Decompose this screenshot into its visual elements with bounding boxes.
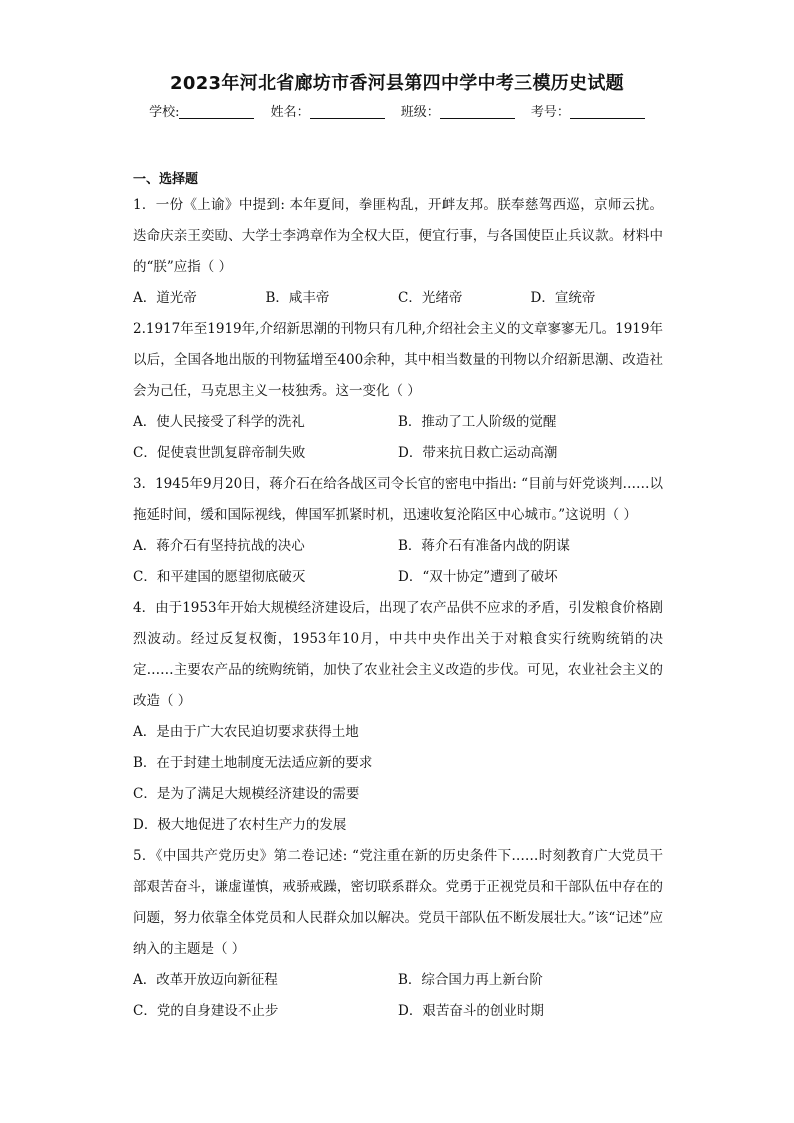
option-d[interactable]: D．“双十协定”遭到了破坏 — [398, 569, 558, 585]
question-2 — [133, 314, 663, 469]
exam-number-blank[interactable] — [570, 105, 645, 119]
student-info-row — [0, 101, 794, 120]
option-list — [133, 717, 663, 841]
option-a[interactable]: A．使人民接受了科学的洗礼 — [133, 414, 305, 430]
class-field — [401, 101, 515, 120]
exam-title: 2023年河北省廊坊市香河县第四中学中考三模历史试题 — [170, 73, 624, 94]
option-b[interactable]: B．在于封建土地制度无法适应新的要求 — [133, 755, 373, 771]
option-row — [133, 438, 663, 469]
option-c[interactable]: C．党的自身建设不止步 — [133, 1003, 279, 1019]
option-row — [133, 562, 663, 593]
option-d[interactable]: D．带来抗日救亡运动高潮 — [398, 445, 558, 461]
question-stem: 5．《中国共产党历史》第二卷记述: “党注重在新的历史条件下……时刻教育广大党员干部艰苦奋斗，谦虚谨慎，戒骄戒躁，密切联系群众。党勇于正视党员和干部队伍中存在的问题，努力依靠全体党员和人民群众加以解决。党员干部队伍不断发展壮大。”该“记述”应纳入的主题是（ ） — [133, 848, 663, 957]
school-label: 学校: — [149, 105, 180, 120]
section-heading: 一、选择题 — [133, 172, 199, 187]
option-row — [133, 531, 663, 562]
option-a[interactable]: A．蒋介石有坚持抗战的决心 — [133, 538, 305, 554]
option-c[interactable]: C．促使袁世凯复辟帝制失败 — [133, 445, 306, 461]
option-a[interactable]: A．改革开放迈向新征程 — [133, 972, 278, 988]
name-blank[interactable] — [310, 105, 385, 119]
question-stem: 4．由于1953年开始大规模经济建设后，出现了农产品供不应求的矛盾，引发粮食价格剧烈波动。经过反复权衡，1953年10月，中共中央作出关于对粮食实行统购统销的决定……主要农产品的统购统销，加快了农业社会主义改造的步伐。可见，农业社会主义的改造（ ） — [133, 600, 663, 709]
option-b[interactable]: B．咸丰帝 — [265, 290, 330, 306]
option-b[interactable]: B．推动了工人阶级的觉醒 — [398, 414, 557, 430]
option-c[interactable]: C．光绪帝 — [398, 290, 463, 306]
question-5 — [133, 841, 663, 1027]
option-b[interactable]: B．蒋介石有准备内战的阴谋 — [398, 538, 570, 554]
question-stem: 3．1945年9月20日，蒋介石在给各战区司令长官的密电中指出: “目前与奸党谈判……以拖延时间，缓和国际视线，俾国军抓紧时机，迅速收复沦陷区中心城市。”这说明（ ） — [133, 476, 663, 523]
option-a[interactable]: A．是由于广大农民迫切要求获得土地 — [133, 724, 359, 740]
name-field — [271, 101, 385, 120]
exam-number-field — [531, 101, 645, 120]
question-3 — [133, 469, 663, 593]
option-row — [133, 965, 663, 996]
option-row — [133, 283, 663, 314]
option-d[interactable]: D．艰苦奋斗的创业时期 — [398, 1003, 544, 1019]
exam-number-label: 考号： — [530, 105, 570, 120]
option-d[interactable]: D．宣统帝 — [530, 290, 596, 306]
option-c[interactable]: C．和平建国的愿望彻底破灭 — [133, 569, 306, 585]
question-1 — [133, 190, 663, 314]
option-a[interactable]: A．道光帝 — [133, 290, 197, 306]
option-d[interactable]: D．极大地促进了农村生产力的发展 — [133, 817, 347, 833]
question-stem: 1．一份《上谕》中提到: 本年夏间，拳匪构乱，开衅友邦。朕奉慈驾西巡，京师云扰。迭命庆亲王奕劻、大学士李鸿章作为全权大臣，便宜行事，与各国使臣止兵议款。材料中的“朕”应指（ ） — [133, 197, 663, 275]
school-blank[interactable] — [179, 105, 254, 119]
school-field — [149, 101, 254, 120]
class-label: 班级： — [400, 105, 440, 120]
option-row — [133, 996, 663, 1027]
question-4 — [133, 593, 663, 841]
option-c[interactable]: C．是为了满足大规模经济建设的需要 — [133, 786, 360, 802]
option-row — [133, 407, 663, 438]
name-label: 姓名： — [270, 105, 310, 120]
class-blank[interactable] — [440, 105, 515, 119]
question-stem: 2.1917年至1919年,介绍新思潮的刊物只有几种,介绍社会主义的文章寥寥无几。1919年以后，全国各地出版的刊物猛增至400余种，其中相当数量的刊物以介绍新思潮、改造社会为己任，马克思主义一枝独秀。这一变化（ ） — [133, 321, 663, 399]
question-list — [133, 190, 663, 1027]
option-b[interactable]: B．综合国力再上新台阶 — [398, 972, 543, 988]
